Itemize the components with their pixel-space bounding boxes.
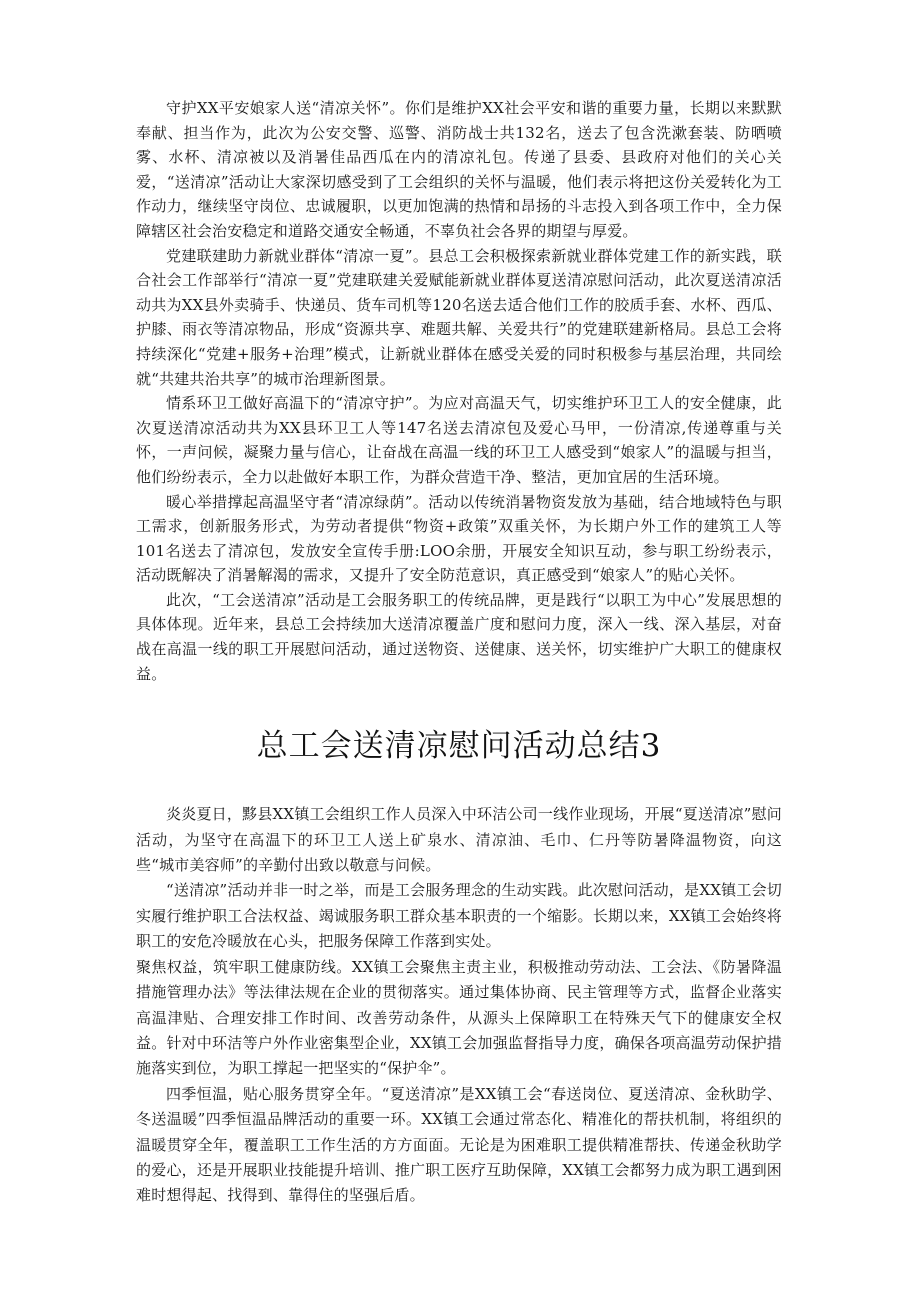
paragraph: 守护XX平安娘家人送“清凉关怀”。你们是维护XX社会平安和谐的重要力量，长期以来默默奉献、担当作为，此次为公安交警、巡警、消防战士共132名，送去了包含洗漱套装、防晒喷雾、水杯、清凉被以及消暑佳品西瓜在内的清凉礼包。传递了县委、县政府对他们的关心关爱，“送清凉”活动让大家深切感受到了工会组织的关怀与温暖，他们表示将把这份关爱转化为工作动力，继续坚守岗位、忠诚履职，以更加饱满的热情和昂扬的斗志投入到各项工作中，全力保障辖区社会治安稳定和道路交通安全畅通，不辜负社会各界的期望与厚爱。	[136, 99, 782, 240]
paragraph: 聚焦权益，筑牢职工健康防线。XX镇工会聚焦主责主业，积极推动劳动法、工会法、《防暑降温措施管理办法》等法律法规在企业的贯彻落实。通过集体协商、民主管理等方式，监督企业落实高温津贴、合理安排工作时间、改善劳动条件，从源头上保障职工在特殊天气下的健康安全权益。针对中环洁等户外作业密集型企业，XX镇工会加强监督指导力度，确保各项高温劳动保护措施落实到位，为职工撑起一把坚实的“保护伞”。	[136, 957, 782, 1078]
section-heading: 总工会送清凉慰问活动总结3	[256, 728, 662, 765]
paragraph: 党建联建助力新就业群体“清凉一夏”。县总工会积极探索新就业群体党建工作的新实践，联合社会工作部举行“清凉一夏”党建联建关爱赋能新就业群体夏送清凉慰问活动，此次夏送清凉活动共为XX县外卖骑手、快递员、货车司机等120名送去适合他们工作的胶质手套、水杯、西瓜、护膝、雨衣等清凉物品，形成“资源共享、难题共解、关爱共行”的党建联建新格局。县总工会将持续深化“党建+服务+治理”模式，让新就业群体在感受关爱的同时积极参与基层治理，共同绘就“共建共治共享”的城市治理新图景。	[136, 246, 782, 388]
paragraph: “送清凉”活动并非一时之举，而是工会服务理念的生动实践。此次慰问活动，是XX镇工会切实履行维护职工合法权益、竭诚服务职工群众基本职责的一个缩影。长期以来，XX镇工会始终将职工的安危冷暖放在心头，把服务保障工作落到实处。	[136, 881, 782, 951]
paragraph: 情系环卫工做好高温下的“清凉守护”。为应对高温天气，切实维护环卫工人的安全健康，此次夏送清凉活动共为XX县环卫工人等147名送去清凉包及爱心马甲，一份清凉,传递尊重与关怀，一声问候，凝聚力量与信心，让奋战在高温一线的环卫工人感受到“娘家人”的温暖与担当，他们纷纷表示，全力以赴做好本职工作，为群众营造干净、整洁，更加宜居的生活环境。	[136, 394, 782, 486]
document-page	[136, 96, 782, 1209]
section-one	[136, 96, 782, 686]
paragraph: 四季恒温，贴心服务贯穿全年。“夏送清凉”是XX镇工会“春送岗位、夏送清凉、金秋助学、冬送温暖”四季恒温品牌活动的重要一环。XX镇工会通过常态化、精准化的帮扶机制，将组织的温暖贯穿全年，覆盖职工工作生活的方方面面。无论是为困难职工提供精准帮扶、传递金秋助学的爱心，还是开展职业技能提升培训、推广职工医疗互助保障，XX镇工会都努力成为职工遇到困难时想得起、找得到、靠得住的坚强后盾。	[136, 1084, 782, 1205]
paragraph: 暖心举措撑起高温坚守者“清凉绿荫”。活动以传统消暑物资发放为基础，结合地域特色与职工需求，创新服务形式，为劳动者提供“物资+政策”双重关怀，为长期户外工作的建筑工人等101名送去了清凉包，发放安全宣传手册:LOO余册，开展安全知识互动，参与职工纷纷表示，活动既解决了消暑解渴的需求，又提升了安全防范意识，真正感受到“娘家人”的贴心关怀。	[136, 492, 782, 585]
paragraph: 炎炎夏日，黟县XX镇工会组织工作人员深入中环洁公司一线作业现场，开展“夏送清凉”慰问活动，为坚守在高温下的环卫工人送上矿泉水、清凉油、毛巾、仁丹等防暑降温物资，向这些“城市美容师”的辛勤付出致以敬意与问候。	[136, 805, 782, 875]
section-two	[136, 802, 782, 1209]
paragraph: 此次，“工会送清凉”活动是工会服务职工的传统品牌，更是践行“以职工为中心”发展思想的具体体现。近年来，县总工会持续加大送清凉覆盖广度和慰问力度，深入一线、深入基层，对奋战在高温一线的职工开展慰问活动，通过送物资、送健康、送关怀，切实维护广大职工的健康权益。	[136, 590, 782, 683]
